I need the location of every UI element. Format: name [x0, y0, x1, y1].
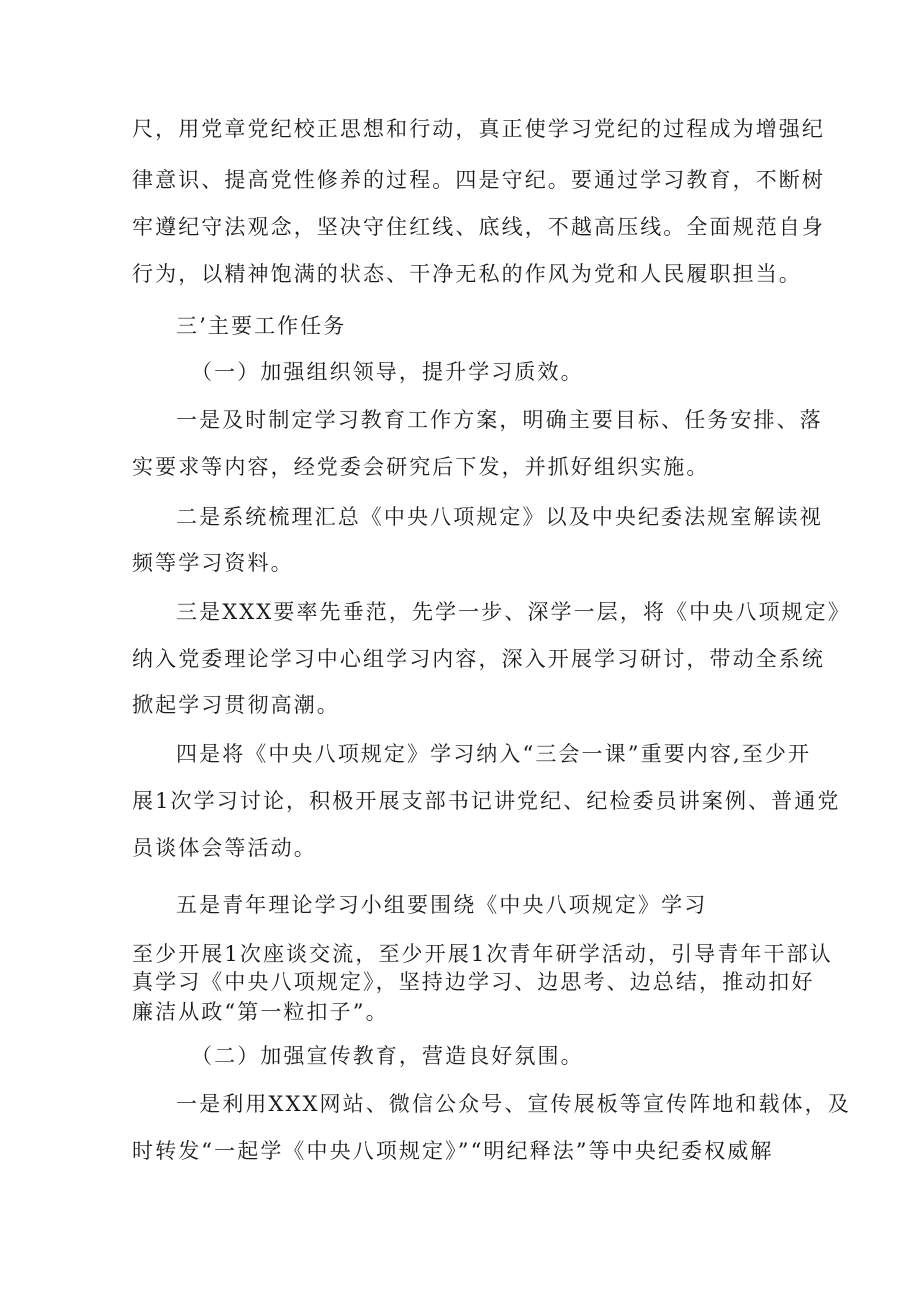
text-line: 四是将《中央八项规定》学习纳入“三会一课”重要内容,至少开	[176, 742, 812, 766]
text-line: 三是XXX要率先垂范，先学一步、深学一层，将《中央八项规定》	[176, 600, 851, 624]
text-line: 员谈体会等活动。	[132, 836, 317, 860]
text-line: 二是系统梳理汇总《中央八项规定》以及中央纪委法规室解读视	[176, 505, 823, 529]
text-line: 一是及时制定学习教育工作方案，明确主要目标、任务安排、落	[176, 408, 823, 432]
text-line: 展1次学习讨论，积极开展支部书记讲党纪、纪检委员讲案例、普通党	[132, 789, 841, 813]
subsection-heading: （一）加强组织领导，提升学习质效。	[191, 360, 584, 384]
text-line: 时转发“一起学《中央八项规定》”“明纪释法”等中央纪委权威解	[132, 1139, 774, 1163]
subsection-heading: （二）加强宣传教育，营造良好氛围。	[191, 1044, 584, 1068]
text-line: 实要求等内容，经党委会研究后下发，并抓好组织实施。	[132, 455, 710, 479]
section-heading: 三’主要工作任务	[176, 314, 347, 338]
text-line: 廉洁从政“第一粒扣子”。	[132, 1000, 389, 1024]
text-line: 一是利用XXX网站、微信公众号、宣传展板等宣传阵地和载体，及	[176, 1092, 851, 1116]
text-line: 掀起学习贯彻高潮。	[132, 693, 340, 717]
text-line: 频等学习资料。	[132, 551, 294, 575]
text-line: 至少开展1次座谈交流，至少开展1次青年研学活动，引导青年干部认	[132, 942, 833, 966]
text-line: 真学习《中央八项规定》，坚持边学习、边思考、边总结，推动扣好	[132, 970, 815, 994]
text-line: 尺，用党章党纪校正思想和行动，真正使学习党纪的过程成为增强纪	[132, 117, 825, 141]
text-line: 五是青年理论学习小组要围绕《中央八项规定》学习	[176, 893, 708, 917]
text-line: 纳入党委理论学习中心组学习内容，深入开展学习研讨，带动全系统	[132, 647, 825, 671]
text-line: 律意识、提高党性修养的过程。四是守纪。要通过学习教育，不断树	[132, 168, 825, 192]
text-line: 行为，以精神饱满的状态、干净无私的作风为党和人民履职担当。	[132, 262, 802, 286]
text-line: 牢遵纪守法观念，坚决守住红线、底线，不越高压线。全面规范自身	[132, 215, 825, 239]
